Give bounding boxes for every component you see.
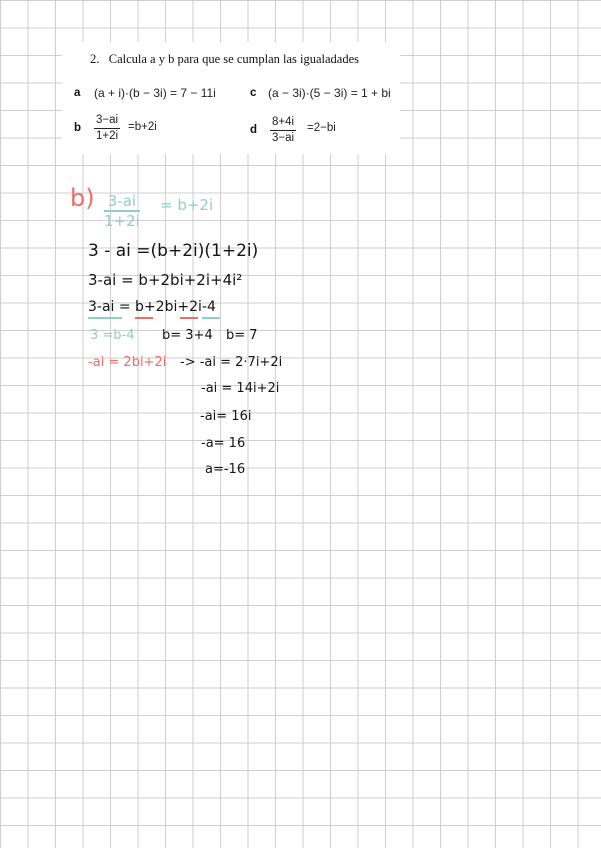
item-d-denominator: 3−ai: [272, 132, 295, 144]
problem-title: [90, 52, 359, 67]
red-underline-2i: [180, 317, 198, 319]
solution-line-2: 3-ai = b+2bi+2i+4i²: [88, 271, 243, 289]
item-c-letter: c: [250, 87, 257, 99]
problem-statement: Calcula a y b para que se cumplan las igualadades: [108, 52, 360, 66]
item-d-fraction: [270, 115, 296, 146]
solution-line-8: -> -ai = 2·7i+2i: [180, 355, 283, 370]
item-d-numerator: 8+4i: [270, 115, 296, 131]
solution-line-1: 3 - ai =(b+2i)(1+2i): [88, 241, 259, 261]
item-b-letter: b: [74, 122, 82, 134]
problem-card: [62, 42, 400, 154]
item-a-expression: (a + i)·(b − 3i) = 7 − 11i: [94, 86, 216, 100]
solution-rhs: = b+2i: [160, 196, 214, 214]
solution-line-9: -ai = 14i+2i: [201, 381, 280, 396]
problem-number: 2.: [90, 52, 100, 66]
solution-line-6: b= 7: [226, 328, 258, 343]
item-c-expression: (a − 3i)·(5 − 3i) = 1 + bi: [268, 86, 391, 100]
solution-line-5: b= 3+4: [162, 328, 213, 343]
item-b-denominator: 1+2i: [96, 130, 119, 142]
solution-label: b): [70, 184, 95, 212]
solution-denominator: 1+2i: [104, 212, 140, 230]
solution-line-3: 3-ai = b+2bi+2i-4: [88, 299, 216, 315]
item-a-letter: a: [74, 87, 81, 99]
teal-underline-3-ai: [88, 317, 122, 319]
solution-line-10: -ai= 16i: [200, 409, 252, 424]
solution-line-4: 3 =b-4: [90, 328, 135, 343]
teal-underline-4: [202, 317, 220, 319]
item-d-rhs: =2−bi: [307, 122, 336, 134]
item-b-fraction: [94, 113, 120, 144]
solution-line-12: a=-16: [205, 462, 246, 477]
solution-line-11: -a= 16: [201, 436, 246, 451]
solution-fraction: [104, 193, 140, 231]
item-b-rhs: =b+2i: [128, 121, 157, 133]
item-d-letter: d: [250, 124, 258, 136]
solution-numerator: 3-ai: [104, 193, 140, 212]
red-underline-b: [135, 317, 153, 319]
solution-line-7: -ai = 2bi+2i: [88, 355, 167, 370]
item-b-numerator: 3−ai: [94, 113, 120, 129]
